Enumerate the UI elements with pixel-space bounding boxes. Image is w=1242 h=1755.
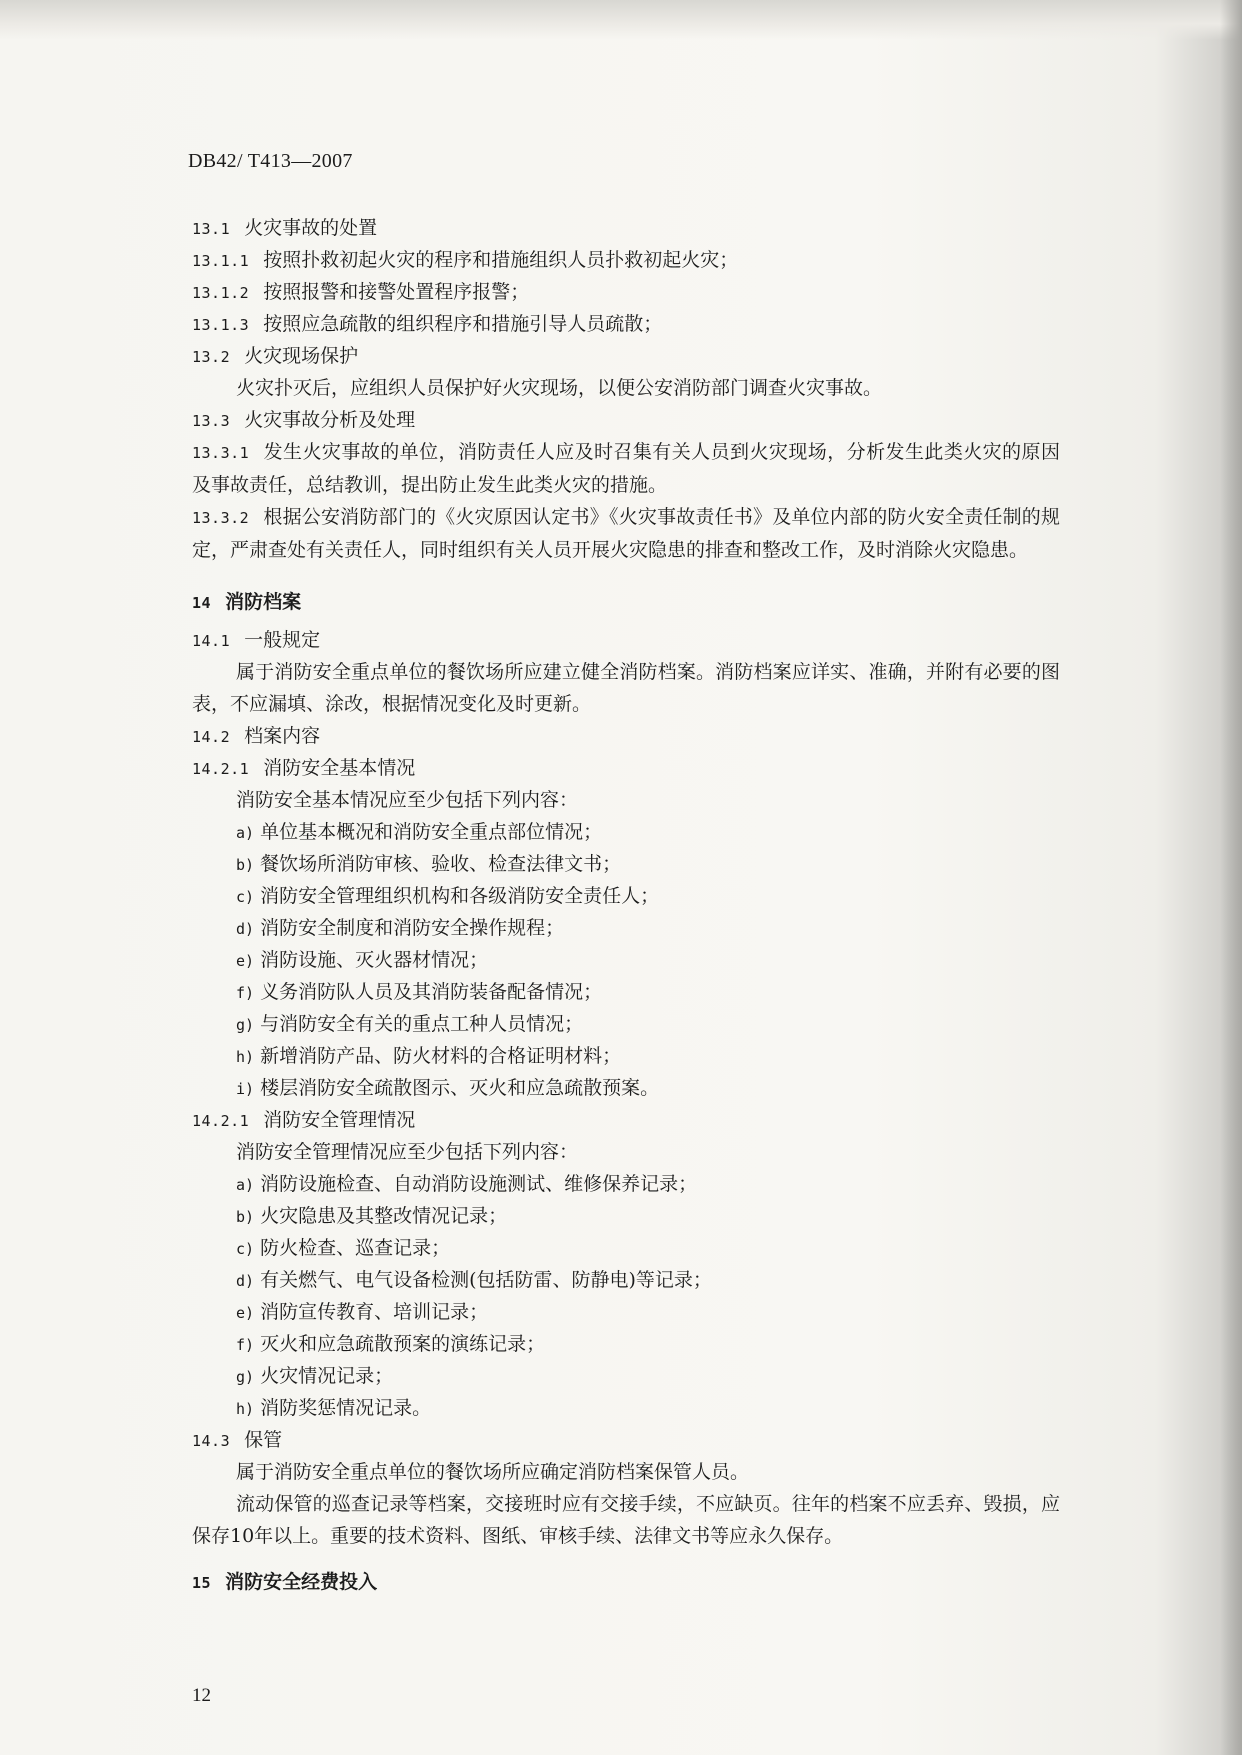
list-item: [192, 1328, 1060, 1360]
list-text: 防火检查、巡查记录；: [260, 1237, 451, 1259]
section-title: 火灾现场保护: [244, 345, 359, 367]
heading-13-1: [192, 212, 1060, 244]
heading-13-3: [192, 404, 1060, 436]
section-number: 13.2: [192, 348, 231, 366]
intro-basic: 消防安全基本情况应至少包括下列内容：: [236, 789, 579, 811]
heading-14-1: [192, 624, 1060, 656]
list-label: d): [236, 920, 255, 938]
section-title: 火灾事故分析及处理: [244, 409, 416, 431]
heading-13-2: [192, 340, 1060, 372]
clause-13-3-1: [192, 436, 1060, 501]
list-label: b): [236, 1208, 255, 1226]
clause-13-1-2: [192, 276, 1060, 308]
list-text: 消防奖惩情况记录。: [260, 1397, 432, 1419]
chapter-15-heading: [192, 1566, 1060, 1598]
clause-number: 13.3.1: [192, 444, 250, 462]
section-number: 14.2: [192, 728, 231, 746]
paragraph-14-1: 属于消防安全重点单位的餐饮场所应建立健全消防档案。消防档案应详实、准确，并附有必要的图表，不应漏填、涂改，根据情况变化及时更新。: [192, 661, 1060, 715]
list-label: h): [236, 1400, 255, 1418]
list-text: 餐饮场所消防审核、验收、检查法律文书；: [260, 853, 622, 875]
list-item: [192, 1200, 1060, 1232]
list-text: 火灾隐患及其整改情况记录；: [260, 1205, 508, 1227]
list-text: 楼层消防安全疏散图示、灭火和应急疏散预案。: [260, 1077, 660, 1099]
list-label: c): [236, 888, 255, 906]
paragraph-13-2: 火灾扑灭后，应组织人员保护好火灾现场，以便公安消防部门调查火灾事故。: [236, 377, 883, 399]
list-item: [192, 1168, 1060, 1200]
clause-number: 14.2.1: [192, 1112, 250, 1130]
list-item: [192, 1392, 1060, 1424]
list-label: i): [236, 1080, 255, 1098]
clause-number: 14.2.1: [192, 760, 250, 778]
clause-text: 按照应急疏散的组织程序和措施引导人员疏散；: [263, 313, 663, 335]
chapter-number: 14: [192, 594, 212, 612]
list-text: 灭火和应急疏散预案的演练记录；: [260, 1333, 546, 1355]
section-title: 档案内容: [244, 725, 321, 747]
list-label: b): [236, 856, 255, 874]
list-item: [192, 1008, 1060, 1040]
list-item: [192, 1296, 1060, 1328]
clause-number: 13.1.1: [192, 252, 250, 270]
scan-shadow-right: [1220, 0, 1242, 1755]
list-label: f): [236, 984, 255, 1002]
list-text: 消防设施检查、自动消防设施测试、维修保养记录；: [260, 1173, 698, 1195]
section-title: 一般规定: [244, 629, 321, 651]
list-text: 消防安全管理组织机构和各级消防安全责任人；: [260, 885, 660, 907]
clause-14-2-1-management: [192, 1104, 1060, 1136]
clause-text: 根据公安消防部门的《火灾原因认定书》《火灾事故责任书》及单位内部的防火安全责任制的规定，严肃查处有关责任人，同时组织有关人员开展火灾隐患的排查和整改工作，及时消除火灾隐患。: [192, 506, 1060, 561]
clause-title: 消防安全基本情况: [263, 757, 416, 779]
section-number: 13.1: [192, 220, 231, 238]
list-text: 义务消防队人员及其消防装备配备情况；: [260, 981, 603, 1003]
list-item: [192, 880, 1060, 912]
section-title: 火灾事故的处置: [244, 217, 378, 239]
document-body: [192, 212, 1060, 1598]
list-label: e): [236, 952, 255, 970]
clause-number: 13.3.2: [192, 509, 250, 527]
clause-number: 13.1.2: [192, 284, 250, 302]
list-text: 消防宣传教育、培训记录；: [260, 1301, 489, 1323]
paragraph-14-3-1: 属于消防安全重点单位的餐饮场所应确定消防档案保管人员。: [236, 1461, 750, 1483]
intro-management: 消防安全管理情况应至少包括下列内容：: [236, 1141, 579, 1163]
page-number: 12: [192, 1685, 211, 1706]
list-text: 有关燃气、电气设备检测(包括防雷、防静电)等记录；: [260, 1269, 712, 1291]
list-label: a): [236, 1176, 255, 1194]
clause-number: 13.1.3: [192, 316, 250, 334]
list-item: [192, 1232, 1060, 1264]
list-text: 与消防安全有关的重点工种人员情况；: [260, 1013, 584, 1035]
list-label: f): [236, 1336, 255, 1354]
clause-text: 按照报警和接警处置程序报警；: [263, 281, 530, 303]
list-item: [192, 912, 1060, 944]
list-text: 新增消防产品、防火材料的合格证明材料；: [260, 1045, 622, 1067]
list-item: [192, 976, 1060, 1008]
clause-14-2-1-basic: [192, 752, 1060, 784]
list-item: [192, 816, 1060, 848]
standard-code-header: DB42/ T413—2007: [188, 150, 353, 172]
clause-text: 按照扑救初起火灾的程序和措施组织人员扑救初起火灾；: [263, 249, 739, 271]
clause-title: 消防安全管理情况: [263, 1109, 416, 1131]
clause-text: 发生火灾事故的单位，消防责任人应及时召集有关人员到火灾现场，分析发生此类火灾的原因及事故责任，总结教训，提出防止发生此类火灾的措施。: [192, 441, 1060, 496]
list-label: h): [236, 1048, 255, 1066]
section-title: 保管: [244, 1429, 283, 1451]
list-item: [192, 1264, 1060, 1296]
list-item: [192, 1040, 1060, 1072]
scan-shadow-top: [0, 0, 1242, 40]
list-label: a): [236, 824, 255, 842]
section-number: 14.3: [192, 1432, 231, 1450]
list-label: g): [236, 1368, 255, 1386]
heading-14-2: [192, 720, 1060, 752]
list-label: c): [236, 1240, 255, 1258]
list-label: d): [236, 1272, 255, 1290]
heading-14-3: [192, 1424, 1060, 1456]
list-item: [192, 848, 1060, 880]
clause-13-3-2: [192, 501, 1060, 566]
list-text: 消防安全制度和消防安全操作规程；: [260, 917, 565, 939]
list-label: e): [236, 1304, 255, 1322]
list-text: 消防设施、灭火器材情况；: [260, 949, 489, 971]
chapter-title: 消防档案: [225, 591, 302, 613]
clause-13-1-1: [192, 244, 1060, 276]
paragraph-14-3-2: 流动保管的巡查记录等档案，交接班时应有交接手续，不应缺页。往年的档案不应丢弃、毁损，应保存10年以上。重要的技术资料、图纸、审核手续、法律文书等应永久保存。: [192, 1493, 1060, 1547]
section-number: 13.3: [192, 412, 231, 430]
list-label: g): [236, 1016, 255, 1034]
section-number: 14.1: [192, 632, 231, 650]
list-text: 单位基本概况和消防安全重点部位情况；: [260, 821, 603, 843]
chapter-14-heading: [192, 586, 1060, 618]
list-text: 火灾情况记录；: [260, 1365, 394, 1387]
clause-13-1-3: [192, 308, 1060, 340]
list-item: [192, 1360, 1060, 1392]
list-item: [192, 944, 1060, 976]
chapter-number: 15: [192, 1574, 212, 1592]
list-item: [192, 1072, 1060, 1104]
chapter-title: 消防安全经费投入: [225, 1571, 378, 1593]
